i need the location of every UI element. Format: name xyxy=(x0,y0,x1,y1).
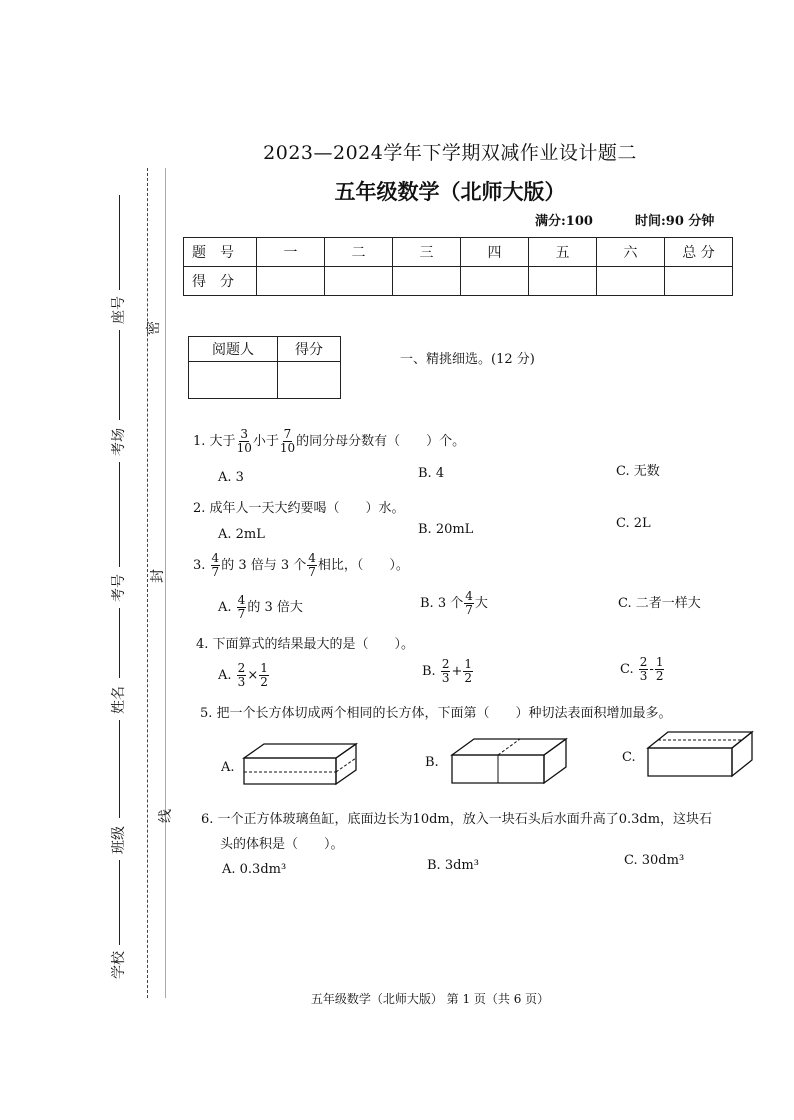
side-label-seat: 座号 xyxy=(111,296,127,324)
q2-option-b[interactable]: B. 20mL xyxy=(418,522,474,537)
margin-line xyxy=(165,168,166,998)
q6-option-c[interactable]: C. 30dm³ xyxy=(624,853,685,868)
q5-option-b[interactable]: B. xyxy=(425,755,439,770)
score-table-head: 题号 xyxy=(184,238,257,267)
room-blank xyxy=(119,330,120,420)
grader-score-cell[interactable] xyxy=(278,362,341,399)
question-5: 5. 把一个长方体切成两个相同的长方体，下面第（ ）种切法表面积增加最多。 xyxy=(200,706,672,721)
school-blank xyxy=(119,860,120,945)
grader-reviewer-label: 阅题人 xyxy=(189,337,278,362)
score-col-2: 二 xyxy=(325,238,393,267)
cuboid-lengthwise-cut-figure xyxy=(644,728,756,780)
seal-mi: 密 xyxy=(146,321,162,335)
score-col-3: 三 xyxy=(393,238,461,267)
grader-score-label: 得分 xyxy=(278,337,341,362)
score-cell[interactable] xyxy=(325,267,393,296)
fraction: $\frac{2}{3}$ xyxy=(237,661,246,690)
section-heading: 一、精挑细选。(12 分) xyxy=(400,352,535,367)
score-cell[interactable] xyxy=(257,267,325,296)
fraction: $\frac{4}{7}$ xyxy=(211,551,220,580)
q1-option-b[interactable]: B. 4 xyxy=(418,466,445,481)
score-cell[interactable] xyxy=(529,267,597,296)
fraction: $\frac{2}{3}$ xyxy=(441,657,450,686)
score-col-1: 一 xyxy=(257,238,325,267)
score-col-4: 四 xyxy=(461,238,529,267)
fraction: $\frac{2}{3}$ xyxy=(639,655,648,684)
score-col-total: 总 分 xyxy=(665,238,733,267)
q2-option-c[interactable]: C. 2L xyxy=(616,516,651,531)
seal-feng: 封 xyxy=(150,569,166,583)
question-1: 1. 大于 $\frac{3}{10}$ 小于 $\frac{7}{10}$ 的同分母分数有（ ）个。 xyxy=(193,427,466,456)
exam-time: 时间:90 分钟 xyxy=(635,214,715,229)
side-label-class: 班级 xyxy=(111,826,127,854)
grader-box xyxy=(188,336,341,399)
fraction: $\frac{1}{2}$ xyxy=(260,661,268,690)
fraction: $\frac{1}{2}$ xyxy=(464,657,473,686)
score-cell[interactable] xyxy=(393,267,461,296)
q4-option-b[interactable]: B. $\frac{2}{3}$ + $\frac{1}{2}$ xyxy=(422,657,473,686)
question-6-line2: 头的体积是（ ）。 xyxy=(220,837,344,852)
side-label-room: 考场 xyxy=(111,428,127,456)
exam-title: 2023—2024学年下学期双减作业设计题二 xyxy=(263,142,637,164)
fraction: $\frac{3}{10}$ xyxy=(236,427,252,456)
exam-no-blank xyxy=(119,462,120,567)
q1-option-a[interactable]: A. 3 xyxy=(218,470,244,485)
fraction: $\frac{4}{7}$ xyxy=(465,589,473,618)
score-row-head: 得分 xyxy=(184,267,257,296)
name-blank xyxy=(119,608,120,678)
cuboid-vertical-cut-figure xyxy=(448,735,570,787)
score-table xyxy=(183,237,733,296)
q2-option-a[interactable]: A. 2mL xyxy=(218,527,265,542)
cuboid-horizontal-cut-figure xyxy=(240,740,360,790)
q6-option-a[interactable]: A. 0.3dm³ xyxy=(222,862,287,877)
fraction: $\frac{7}{10}$ xyxy=(279,427,296,456)
score-col-6: 六 xyxy=(597,238,665,267)
q3-option-b[interactable]: B. 3 个 $\frac{4}{7}$ 大 xyxy=(420,589,488,618)
grader-reviewer-cell[interactable] xyxy=(189,362,278,399)
fraction: $\frac{4}{7}$ xyxy=(308,551,316,580)
q3-option-c[interactable]: C. 二者一样大 xyxy=(618,596,701,611)
question-3: 3. $\frac{4}{7}$ 的 3 倍与 3 个 $\frac{4}{7}$ 相比，（ ）。 xyxy=(193,551,409,580)
question-6: 6. 一个正方体玻璃鱼缸，底面边长为10dm，放入一块石头后水面升高了0.3dm，这块石 xyxy=(201,812,713,827)
q5-option-c[interactable]: C. xyxy=(622,750,636,765)
side-label-school: 学校 xyxy=(111,951,127,979)
fraction: $\frac{1}{2}$ xyxy=(655,655,664,684)
fraction: $\frac{4}{7}$ xyxy=(237,593,246,622)
score-cell[interactable] xyxy=(665,267,733,296)
class-blank xyxy=(119,720,120,818)
question-4: 4. 下面算式的结果最大的是（ ）。 xyxy=(196,637,415,652)
q3-option-a[interactable]: A. $\frac{4}{7}$ 的 3 倍大 xyxy=(218,593,303,622)
side-label-name: 姓名 xyxy=(111,686,127,714)
q1-option-c[interactable]: C. 无数 xyxy=(616,464,660,479)
question-2: 2. 成年人一天大约要喝（ ）水。 xyxy=(193,501,405,516)
full-score: 满分:100 xyxy=(535,214,593,229)
score-cell[interactable] xyxy=(597,267,665,296)
exam-subtitle: 五年级数学（北师大版） xyxy=(334,179,566,204)
seat-blank xyxy=(119,195,120,290)
q4-option-c[interactable]: C. $\frac{2}{3}$ - $\frac{1}{2}$ xyxy=(620,655,664,684)
seal-xian: 线 xyxy=(158,809,174,823)
score-cell[interactable] xyxy=(461,267,529,296)
q6-option-b[interactable]: B. 3dm³ xyxy=(427,858,479,873)
side-label-exam-no: 考号 xyxy=(111,574,127,602)
score-col-5: 五 xyxy=(529,238,597,267)
q4-option-a[interactable]: A. $\frac{2}{3}$ × $\frac{1}{2}$ xyxy=(218,661,268,690)
q5-option-a[interactable]: A. xyxy=(221,760,235,775)
page-footer: 五年级数学（北师大版） 第 1 页（共 6 页） xyxy=(310,992,550,1006)
seal-dashed-line xyxy=(147,168,148,998)
